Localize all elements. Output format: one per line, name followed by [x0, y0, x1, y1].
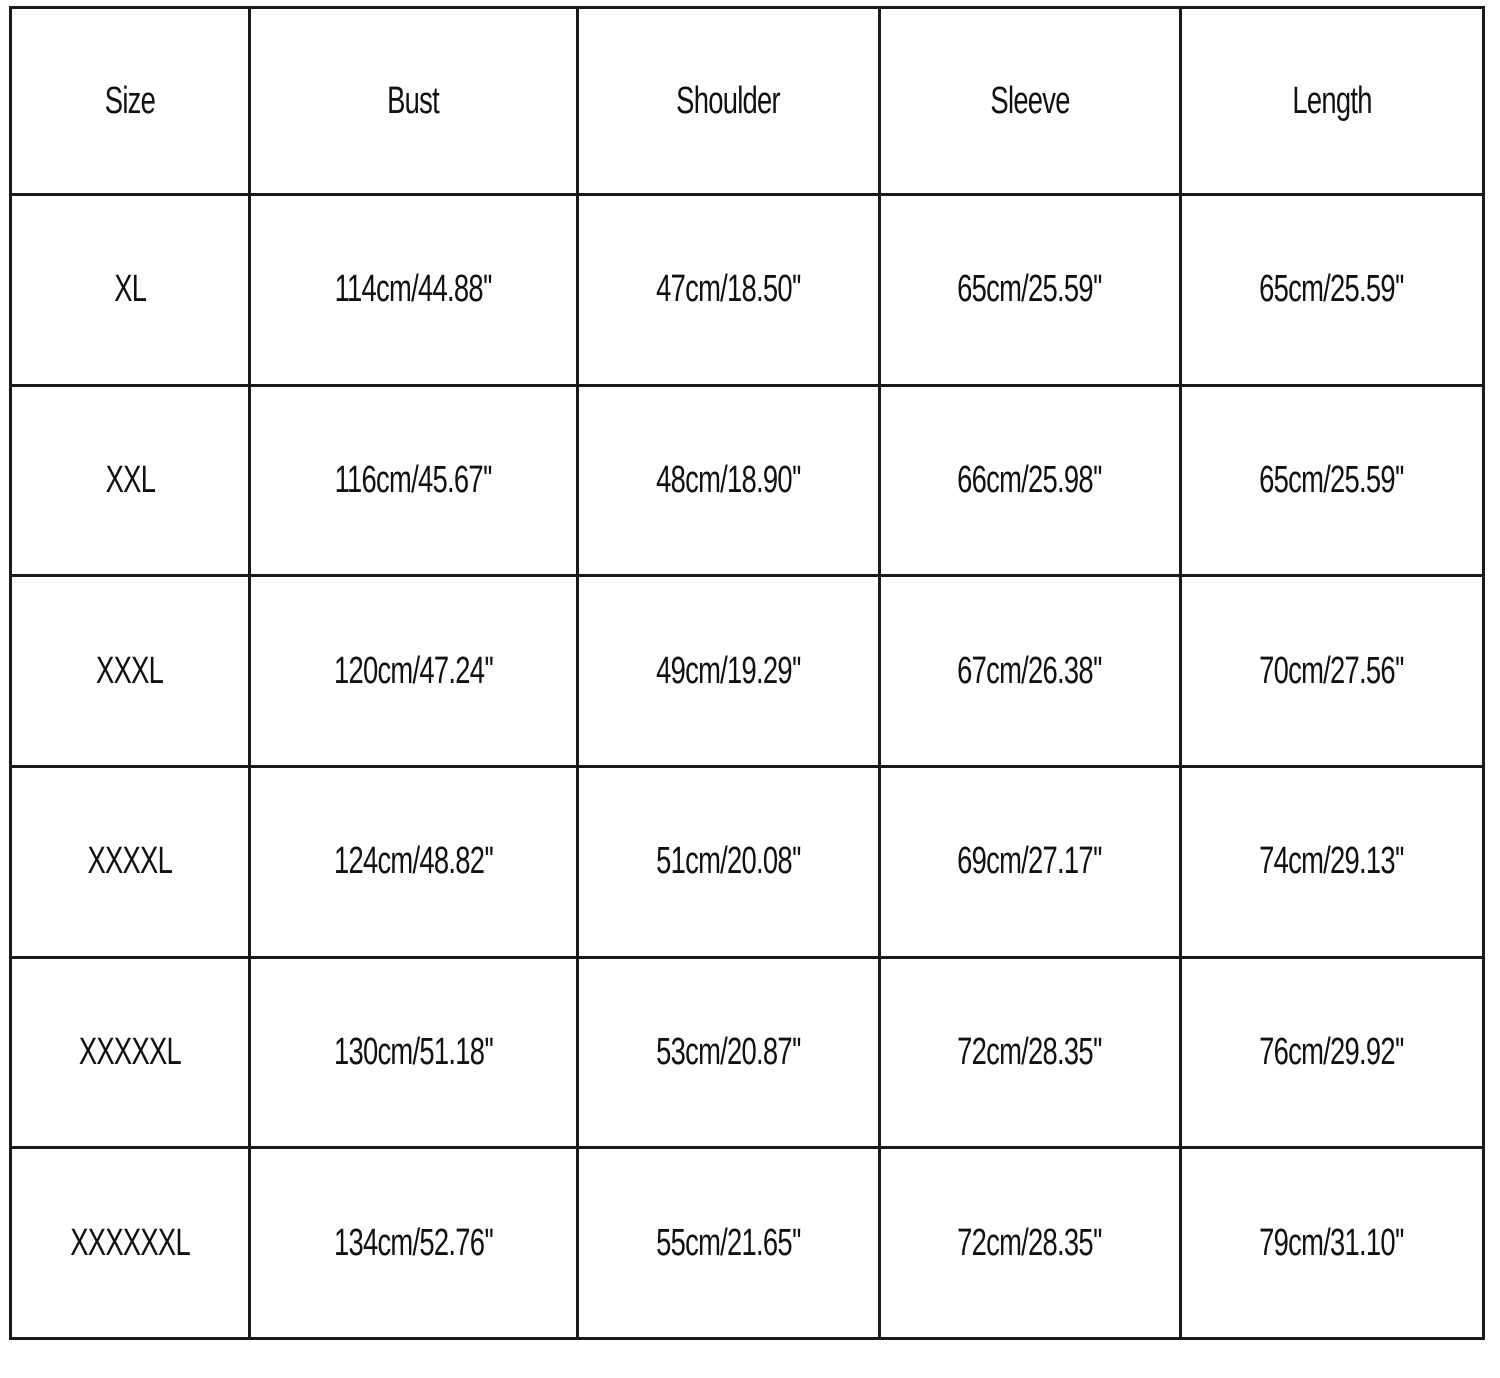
length-cell [1181, 385, 1484, 576]
cell-value: 134cm/52.76'' [333, 1221, 494, 1264]
size-cell [11, 385, 250, 576]
cell-value: 65cm/25.59'' [957, 268, 1103, 311]
sleeve-cell [880, 766, 1181, 957]
cell-value: 74cm/29.13'' [1259, 840, 1405, 883]
cell-value: 124cm/48.82'' [333, 840, 494, 883]
cell-value: 67cm/26.38'' [957, 649, 1103, 692]
cell-value: 65cm/25.59'' [1259, 458, 1405, 501]
cell-value: 72cm/28.35'' [957, 1221, 1103, 1264]
size-cell [11, 957, 250, 1148]
size-chart-table [9, 6, 1485, 1340]
cell-value: 48cm/18.90'' [656, 458, 801, 501]
header-size [11, 8, 250, 195]
table-row [11, 957, 1484, 1148]
sleeve-cell [880, 576, 1181, 767]
cell-value: 51cm/20.08'' [656, 840, 801, 883]
sleeve-cell [880, 195, 1181, 386]
size-cell [11, 1148, 250, 1339]
cell-value: 55cm/21.65'' [656, 1221, 801, 1264]
bust-cell [250, 576, 578, 767]
cell-value: 114cm/44.88'' [334, 268, 493, 311]
table-row [11, 1148, 1484, 1339]
cell-value: XXXXL [87, 840, 173, 883]
bust-cell [250, 1148, 578, 1339]
bust-cell [250, 766, 578, 957]
cell-value: XXXL [96, 649, 164, 692]
header-sleeve [880, 8, 1181, 195]
shoulder-cell [578, 957, 880, 1148]
header-bust [250, 8, 578, 195]
header-length-label: Length [1292, 79, 1372, 122]
cell-value: XXL [105, 458, 155, 501]
header-length [1181, 8, 1484, 195]
header-shoulder [578, 8, 880, 195]
length-cell [1181, 1148, 1484, 1339]
header-bust-label: Bust [387, 79, 440, 122]
shoulder-cell [578, 195, 880, 386]
shoulder-cell [578, 385, 880, 576]
cell-value: 116cm/45.67'' [334, 458, 493, 501]
bust-cell [250, 385, 578, 576]
sleeve-cell [880, 957, 1181, 1148]
shoulder-cell [578, 576, 880, 767]
cell-value: 66cm/25.98'' [957, 458, 1103, 501]
header-row [11, 8, 1484, 195]
bust-cell [250, 195, 578, 386]
cell-value: 65cm/25.59'' [1259, 268, 1405, 311]
table-row [11, 576, 1484, 767]
table-row [11, 195, 1484, 386]
length-cell [1181, 957, 1484, 1148]
length-cell [1181, 195, 1484, 386]
size-cell [11, 195, 250, 386]
cell-value: XXXXXXL [70, 1221, 190, 1264]
cell-value: 47cm/18.50'' [656, 268, 801, 311]
cell-value: 76cm/29.92'' [1259, 1030, 1405, 1073]
cell-value: XL [113, 268, 147, 311]
sleeve-cell [880, 385, 1181, 576]
header-sleeve-label: Sleeve [990, 79, 1070, 122]
cell-value: 70cm/27.56'' [1259, 649, 1405, 692]
cell-value: 130cm/51.18'' [333, 1030, 494, 1073]
bust-cell [250, 957, 578, 1148]
cell-value: 79cm/31.10'' [1259, 1221, 1405, 1264]
cell-value: 120cm/47.24'' [333, 649, 494, 692]
cell-value: 49cm/19.29'' [656, 649, 801, 692]
header-size-label: Size [104, 79, 156, 122]
size-cell [11, 576, 250, 767]
cell-value: 53cm/20.87'' [656, 1030, 801, 1073]
shoulder-cell [578, 1148, 880, 1339]
cell-value: 72cm/28.35'' [957, 1030, 1103, 1073]
length-cell [1181, 576, 1484, 767]
cell-value: 69cm/27.17'' [957, 840, 1103, 883]
sleeve-cell [880, 1148, 1181, 1339]
table-row [11, 766, 1484, 957]
length-cell [1181, 766, 1484, 957]
size-cell [11, 766, 250, 957]
table-row [11, 385, 1484, 576]
shoulder-cell [578, 766, 880, 957]
cell-value: XXXXXL [78, 1030, 182, 1073]
header-shoulder-label: Shoulder [676, 79, 781, 122]
